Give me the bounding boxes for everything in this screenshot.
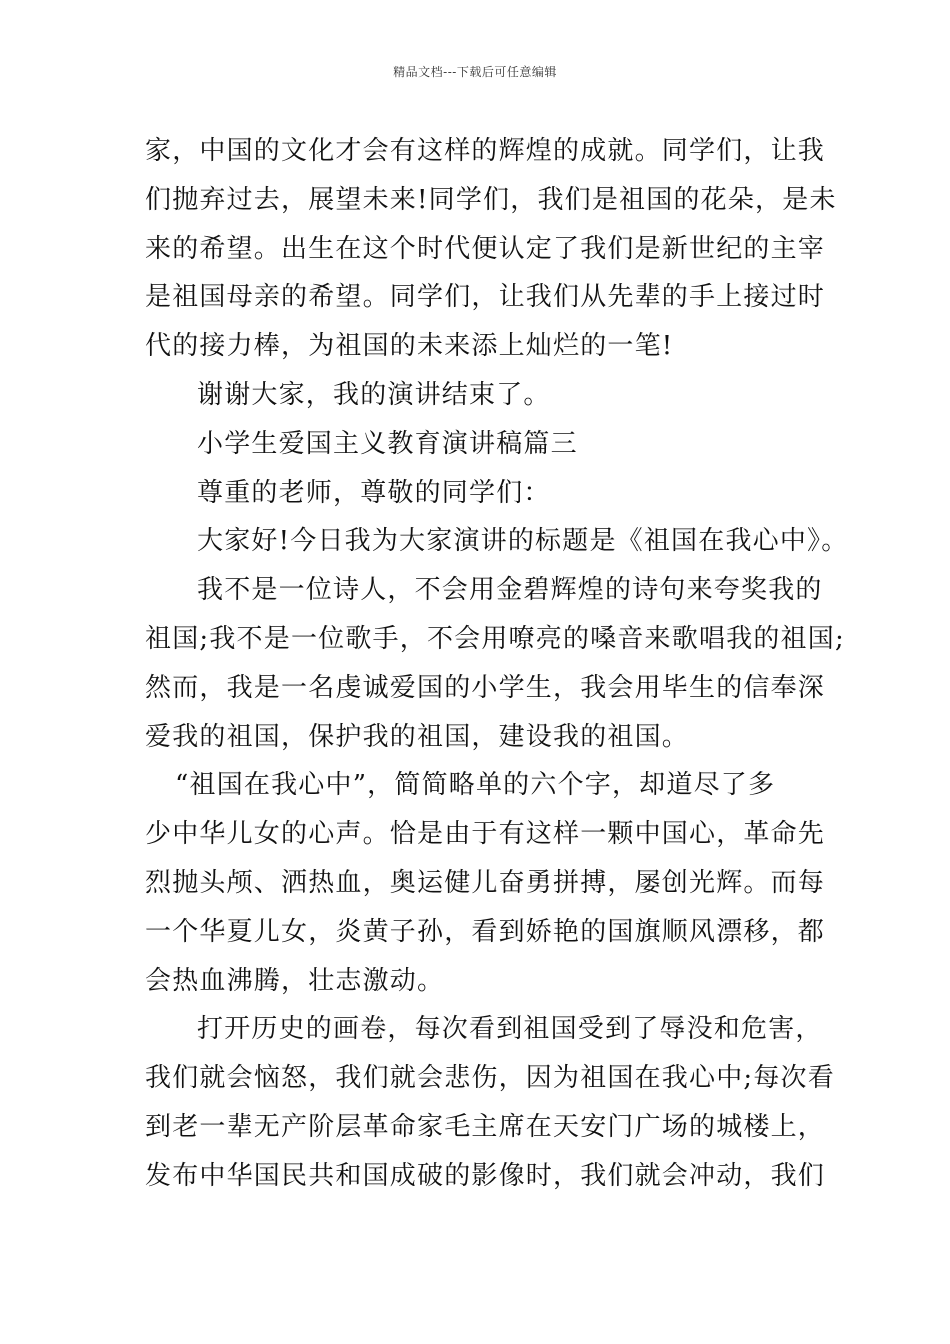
document-body bbox=[145, 127, 849, 1201]
text-line: 大家好!今日我为大家演讲的标题是《祖国在我心中》。 bbox=[197, 526, 849, 557]
text-line: 代的接力棒，为祖国的未来添上灿烂的一笔! bbox=[145, 331, 674, 362]
text-line: 发布中华国民共和国成破的影像时，我们就会冲动，我们 bbox=[145, 1160, 826, 1191]
page-header: 精品文档---下载后可任意编辑 bbox=[393, 65, 557, 79]
text-line: 是祖国母亲的希望。同学们，让我们从先辈的手上接过时 bbox=[145, 282, 826, 313]
text-line: 会热血沸腾，壮志激动。 bbox=[145, 965, 445, 996]
text-line: 谢谢大家，我的演讲结束了。 bbox=[197, 379, 551, 410]
text-line: 家，中国的文化才会有这样的辉煌的成就。同学们，让我 bbox=[145, 136, 826, 166]
paragraph-body bbox=[145, 761, 826, 1005]
paragraph-thanks bbox=[145, 371, 817, 420]
text-line: 打开历史的画卷，每次看到祖国受到了辱没和危害， bbox=[197, 1014, 823, 1045]
text-line: 们抛弃过去，展望未来!同学们，我们是祖国的花朵，是未 bbox=[145, 184, 837, 215]
paragraph-body bbox=[145, 566, 845, 761]
text-line: 少中华儿女的心声。恰是由于有这样一颗中国心，革命先 bbox=[145, 819, 826, 850]
text-line: 一个华夏儿女，炎黄子孙，看到娇艳的国旗顺风漂移，都 bbox=[145, 916, 826, 947]
text-line: 我不是一位诗人，不会用金碧辉煌的诗句来夸奖我的 bbox=[197, 575, 823, 606]
text-line: 爱我的祖国，保护我的祖国，建设我的祖国。 bbox=[145, 721, 690, 752]
text-line: 到老一辈无产阶层革命家毛主席在天安门广场的城楼上， bbox=[145, 1111, 826, 1142]
text-line: 祖国;我不是一位歌手，不会用嘹亮的嗓音来歌唱我的祖国; bbox=[145, 623, 845, 654]
text-line: 来的希望。出生在这个时代便认定了我们是新世纪的主宰 bbox=[145, 233, 826, 264]
text-line: 尊重的老师，尊敬的同学们： bbox=[197, 477, 551, 508]
section-title bbox=[145, 420, 817, 469]
paragraph-continuation bbox=[145, 127, 837, 371]
text-line: 小学生爱国主义教育演讲稿篇三 bbox=[197, 428, 578, 459]
paragraph-greeting bbox=[145, 517, 849, 566]
text-line: 我们就会恼怒，我们就会悲伤，因为祖国在我心中;每次看 bbox=[145, 1063, 835, 1094]
text-line: “祖国在我心中”，简简略单的六个字，却道尽了多 bbox=[175, 770, 776, 801]
paragraph-body bbox=[145, 1005, 835, 1200]
paragraph-salutation bbox=[145, 469, 817, 518]
text-line: 然而，我是一名虔诚爱国的小学生，我会用毕生的信奉深 bbox=[145, 672, 826, 703]
text-line: 烈抛头颅、洒热血，奥运健儿奋勇拼搏，屡创光辉。而每 bbox=[145, 867, 826, 898]
